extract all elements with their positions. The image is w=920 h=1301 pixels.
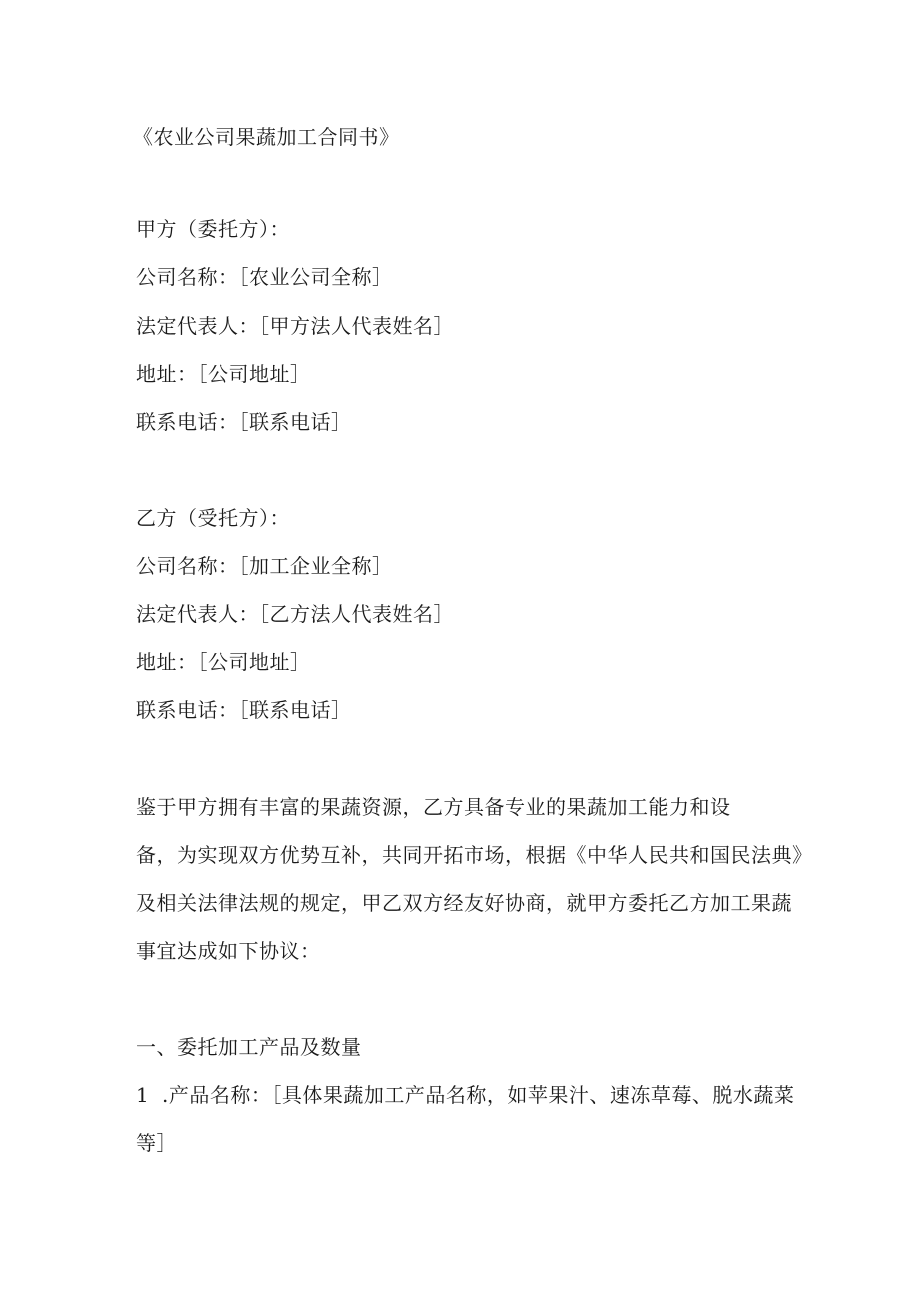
section-1-item-1-text: .产品名称：［具体果蔬加工产品名称，如苹果汁、速冻草莓、脱水蔬菜 bbox=[162, 1083, 795, 1107]
party-b-heading: 乙方（受托方）： bbox=[136, 506, 290, 530]
party-a-phone: 联系电话：［联系电话］ bbox=[136, 410, 352, 434]
section-1-item-1 bbox=[136, 1082, 794, 1108]
preamble-line-3: 及相关法律法规的规定，甲乙双方经友好协商，就甲方委托乙方加工果蔬 bbox=[136, 891, 792, 915]
document-title: 《农业公司果蔬加工合同书》 bbox=[133, 125, 400, 149]
party-a-company: 公司名称：［农业公司全称］ bbox=[136, 265, 393, 289]
section-1-item-1-continued: 等］ bbox=[136, 1131, 177, 1155]
section-1-heading: 一、委托加工产品及数量 bbox=[136, 1035, 362, 1059]
party-b-company: 公司名称：［加工企业全称］ bbox=[136, 554, 393, 578]
list-number: 1 bbox=[136, 1083, 150, 1107]
party-b-legal-rep: 法定代表人：［乙方法人代表姓名］ bbox=[136, 602, 454, 626]
party-a-legal-rep: 法定代表人：［甲方法人代表姓名］ bbox=[136, 314, 454, 338]
preamble-line-2: 备，为实现双方优势互补，共同开拓市场，根据《中华人民共和国民法典》 bbox=[136, 843, 813, 867]
party-b-address: 地址：［公司地址］ bbox=[136, 650, 311, 674]
party-a-address: 地址：［公司地址］ bbox=[136, 362, 311, 386]
preamble-line-4: 事宜达成如下协议： bbox=[136, 939, 321, 963]
party-a-heading: 甲方（委托方）： bbox=[136, 217, 290, 241]
party-b-phone: 联系电话：［联系电话］ bbox=[136, 698, 352, 722]
preamble-line-1: 鉴于甲方拥有丰富的果蔬资源，乙方具备专业的果蔬加工能力和设 bbox=[136, 795, 731, 819]
